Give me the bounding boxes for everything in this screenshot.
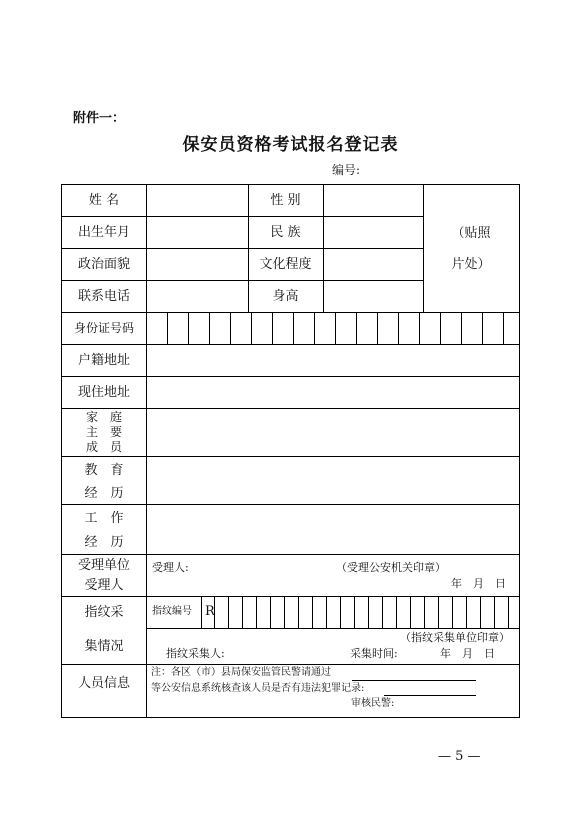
fp-cell-line <box>298 596 299 628</box>
fingerprint-date: 年 月 日 <box>440 647 495 660</box>
page-number: — 5 — <box>438 749 481 764</box>
personnel-note-line2: 等公安信息系统核查该人员是否有违法犯罪记录: <box>151 683 365 694</box>
fp-cell-line <box>354 596 355 628</box>
birth-label: 出生年月 <box>77 225 130 240</box>
row-line <box>62 408 519 409</box>
fp-cell-line <box>270 596 271 628</box>
fp-cell-line <box>228 596 229 628</box>
fingerprint-time-label: 采集时间: <box>350 647 398 660</box>
fp-cell-line <box>340 596 341 628</box>
id-cell-line <box>503 312 504 344</box>
fp-cell-line <box>466 596 467 628</box>
id-cell-line <box>230 312 231 344</box>
row-line <box>62 344 519 345</box>
id-cell-line <box>167 312 168 344</box>
row-line <box>62 664 519 665</box>
fingerprint-collector-label: 指纹采集人: <box>166 647 225 660</box>
political-status-label: 政治面貌 <box>77 257 130 272</box>
fp-cell-line <box>284 596 285 628</box>
fp-cell-line <box>396 596 397 628</box>
annex-label: 附件一： <box>73 111 126 126</box>
id-cell-line <box>440 312 441 344</box>
id-cell-line <box>356 312 357 344</box>
name-label: 姓 名 <box>88 193 120 208</box>
receiver-field-label: 受理人: <box>152 561 189 574</box>
fingerprint-label-2: 集情况 <box>84 639 124 654</box>
id-cell-line <box>377 312 378 344</box>
family-members-label-1: 家 庭 <box>85 410 122 424</box>
fp-cell-line <box>312 596 313 628</box>
fp-cell-line <box>256 596 257 628</box>
id-cell-line <box>461 312 462 344</box>
row-line <box>62 216 423 217</box>
row-line <box>62 280 423 281</box>
hukou-address-label: 户籍地址 <box>77 353 130 368</box>
education-history-label-2: 经 历 <box>84 486 124 501</box>
work-history-label-2: 经 历 <box>84 535 124 550</box>
col-line <box>146 185 147 717</box>
col-line <box>323 185 324 312</box>
gender-label: 性 别 <box>270 193 301 208</box>
id-cell-line <box>209 312 210 344</box>
note-underline-1 <box>352 680 476 681</box>
row-line <box>62 376 519 377</box>
id-cell-line <box>314 312 315 344</box>
fp-cell-line <box>368 596 369 628</box>
fp-cell-line <box>201 596 202 628</box>
fp-cell-line <box>242 596 243 628</box>
fp-cell-line <box>326 596 327 628</box>
row-line <box>62 248 423 249</box>
receiving-unit-label-2: 受理人 <box>84 578 124 593</box>
note-underline-2 <box>384 695 476 696</box>
row-line <box>146 628 519 629</box>
current-address-label: 现住地址 <box>77 385 130 400</box>
receive-date: 年 月 日 <box>451 577 506 590</box>
row-line <box>62 456 519 457</box>
personnel-note-line3: 审核民警: <box>351 698 395 709</box>
fp-cell-line <box>480 596 481 628</box>
fp-cell-line <box>438 596 439 628</box>
fingerprint-seal-note: （指纹采集单位印章） <box>400 631 510 644</box>
education-history-label-1: 教 育 <box>84 463 124 478</box>
phone-label: 联系电话 <box>77 289 130 304</box>
fp-cell-line <box>452 596 453 628</box>
ethnicity-label: 民 族 <box>270 225 301 240</box>
col-line <box>423 185 424 312</box>
fp-cell-line <box>494 596 495 628</box>
fp-cell-line <box>424 596 425 628</box>
family-members-label-3: 成 员 <box>85 440 122 454</box>
height-label: 身高 <box>272 289 299 304</box>
row-line <box>62 596 519 597</box>
family-members-label-2: 主 要 <box>85 425 122 439</box>
row-line <box>62 312 519 313</box>
id-cell-line <box>251 312 252 344</box>
id-cell-line <box>272 312 273 344</box>
personnel-note-line1: 注：各区（市）县局保安监管民警请通过 <box>151 667 331 678</box>
fingerprint-label-1: 指纹采 <box>84 605 124 620</box>
id-cell-line <box>419 312 420 344</box>
receiver-seal-note: （受理公安机关印章） <box>336 561 446 574</box>
fp-cell-line <box>382 596 383 628</box>
receiving-unit-label-1: 受理单位 <box>77 558 130 573</box>
id-number-label: 身份证号码 <box>73 321 134 335</box>
serial-number-label: 编号: <box>332 163 361 177</box>
id-cell-line <box>188 312 189 344</box>
fingerprint-prefix: R <box>205 604 215 619</box>
id-cell-line <box>293 312 294 344</box>
registration-form <box>61 184 520 718</box>
fp-cell-line <box>508 596 509 628</box>
work-history-label-1: 工 作 <box>84 511 124 526</box>
fp-cell-line <box>410 596 411 628</box>
photo-placeholder-line1: （贴照 <box>451 226 491 241</box>
id-cell-line <box>335 312 336 344</box>
id-cell-line <box>398 312 399 344</box>
education-level-label: 文化程度 <box>259 257 312 272</box>
photo-placeholder-line2: 片处） <box>451 257 491 272</box>
personnel-info-label: 人员信息 <box>77 676 130 691</box>
fingerprint-number-label: 指纹编号 <box>152 606 192 617</box>
id-cell-line <box>482 312 483 344</box>
page-title: 保安员资格考试报名登记表 <box>182 135 399 155</box>
row-line <box>62 504 519 505</box>
row-line <box>62 554 519 555</box>
